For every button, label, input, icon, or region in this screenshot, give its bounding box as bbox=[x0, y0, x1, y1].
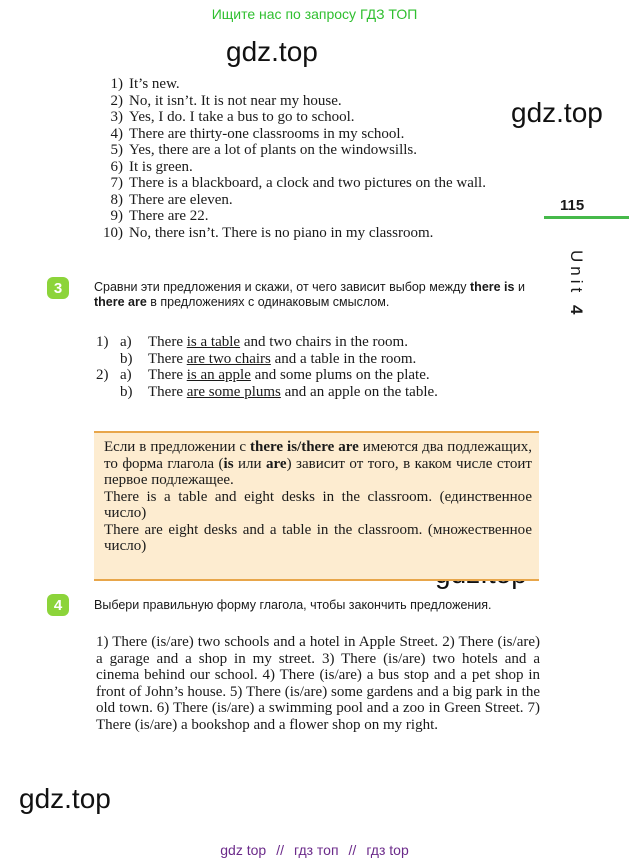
answer-text: There are 22. bbox=[129, 208, 209, 224]
watermark: gdz.top bbox=[511, 97, 603, 128]
page-number: 115 bbox=[560, 197, 585, 214]
answer-number: 4) bbox=[110, 125, 123, 142]
rule-example-plural: There are eight desks and a table in the classroom. (множественное число) bbox=[104, 521, 532, 554]
answer-item bbox=[91, 159, 541, 176]
exercise-number-badge: 4 bbox=[47, 594, 69, 616]
unit-marker bbox=[566, 250, 586, 318]
answer-number: 10) bbox=[103, 224, 123, 241]
exercise-4-instruction: Выбери правильную форму глагола, чтобы закончить предложения. bbox=[94, 598, 492, 612]
footer-separator: // bbox=[276, 842, 284, 858]
answer-text: No, there isn’t. There is no piano in my classroom. bbox=[129, 224, 434, 241]
rule-example-singular: There is a table and eight desks in the classroom. (единственное число) bbox=[104, 488, 532, 521]
answers-list bbox=[91, 76, 541, 241]
answer-item bbox=[91, 175, 541, 192]
sentence-row: b) There are some plums and an apple on the table. bbox=[120, 383, 438, 400]
page-tab-divider bbox=[544, 216, 629, 219]
footer-link[interactable]: гдз топ bbox=[293, 842, 339, 858]
answer-number: 8) bbox=[110, 191, 123, 208]
exercise-4-text: 1) There (is/are) two schools and a hotel in Apple Street. 2) There (is/are) a garage and a shop in my street. 3) There (is/are) two hotels and a cinema behind our school. 4) There (is/are) a bus stop and a pet shop in front of John’s house. 5) There (is/are) some gardens and a big park in the old town. 6) There (is/are) a swimming pool and a zoo in Green Street. 7) There (is/are) a bookshop and a flower shop on my right. bbox=[96, 634, 540, 733]
watermark: gdz.top bbox=[226, 36, 318, 67]
answer-number: 9) bbox=[110, 208, 123, 224]
answer-item bbox=[91, 225, 541, 242]
exercise-3-instruction: Сравни эти предложения и скажи, от чего зависит выбор между there is и there are в предложениях с одинаковым смыслом. bbox=[94, 280, 525, 309]
watermark: gdz.top bbox=[19, 783, 111, 814]
unit-number: 4 bbox=[567, 304, 586, 319]
answer-item bbox=[91, 208, 541, 225]
footer-link[interactable]: гдз top bbox=[366, 842, 409, 858]
answer-item bbox=[91, 93, 541, 110]
rule-statement: Если в предложении с there is/there are имеются два подлежащих, то форма глагола (is или are) зависит от того, в каком числе стоит первое подлежащее. bbox=[104, 439, 533, 488]
answer-text: There are eleven. bbox=[129, 191, 233, 208]
answer-item bbox=[91, 76, 541, 93]
underlined-phrase: is an apple bbox=[186, 367, 251, 383]
underlined-phrase: is a table bbox=[186, 334, 241, 350]
sentence-row: b) There are two chairs and a table in the room. bbox=[120, 350, 417, 367]
sentence-row: 2) a) There is an apple and some plums on the plate. bbox=[96, 367, 430, 383]
answer-text: It’s new. bbox=[129, 76, 180, 92]
underlined-phrase: are some plums bbox=[186, 383, 281, 400]
answer-number: 1) bbox=[110, 76, 123, 92]
answer-item bbox=[91, 126, 541, 143]
answer-item bbox=[91, 142, 541, 159]
answer-number: 2) bbox=[110, 92, 123, 109]
sentence-row: 1) a) There is a table and two chairs in the room. bbox=[96, 334, 408, 350]
answer-number: 3) bbox=[110, 109, 123, 125]
answer-number: 7) bbox=[110, 175, 123, 191]
answer-item bbox=[91, 192, 541, 209]
answer-text: Yes, there are a lot of plants on the windowsills. bbox=[129, 142, 418, 158]
answer-text: It is green. bbox=[129, 158, 193, 175]
grammar-rule-text bbox=[104, 439, 532, 555]
answer-text: There is a blackboard, a clock and two pictures on the wall. bbox=[129, 175, 486, 191]
exercise-3-sentences bbox=[96, 334, 540, 400]
exercise-number-badge: 3 bbox=[47, 277, 69, 299]
answer-text: No, it isn’t. It is not near my house. bbox=[129, 92, 342, 109]
unit-label: Unit bbox=[567, 250, 586, 297]
top-banner: Ищите нас по запросу ГДЗ ТОП bbox=[211, 6, 418, 22]
answer-item bbox=[91, 109, 541, 126]
answer-text: Yes, I do. I take a bus to go to school. bbox=[129, 109, 355, 125]
footer-separator: // bbox=[348, 842, 357, 858]
footer-link[interactable]: gdz top bbox=[220, 842, 267, 858]
answer-text: There are thirty-one classrooms in my school. bbox=[129, 125, 405, 142]
answer-number: 5) bbox=[110, 142, 123, 158]
underlined-phrase: are two chairs bbox=[186, 350, 271, 367]
footer-links bbox=[0, 842, 629, 858]
answer-number: 6) bbox=[110, 158, 123, 175]
